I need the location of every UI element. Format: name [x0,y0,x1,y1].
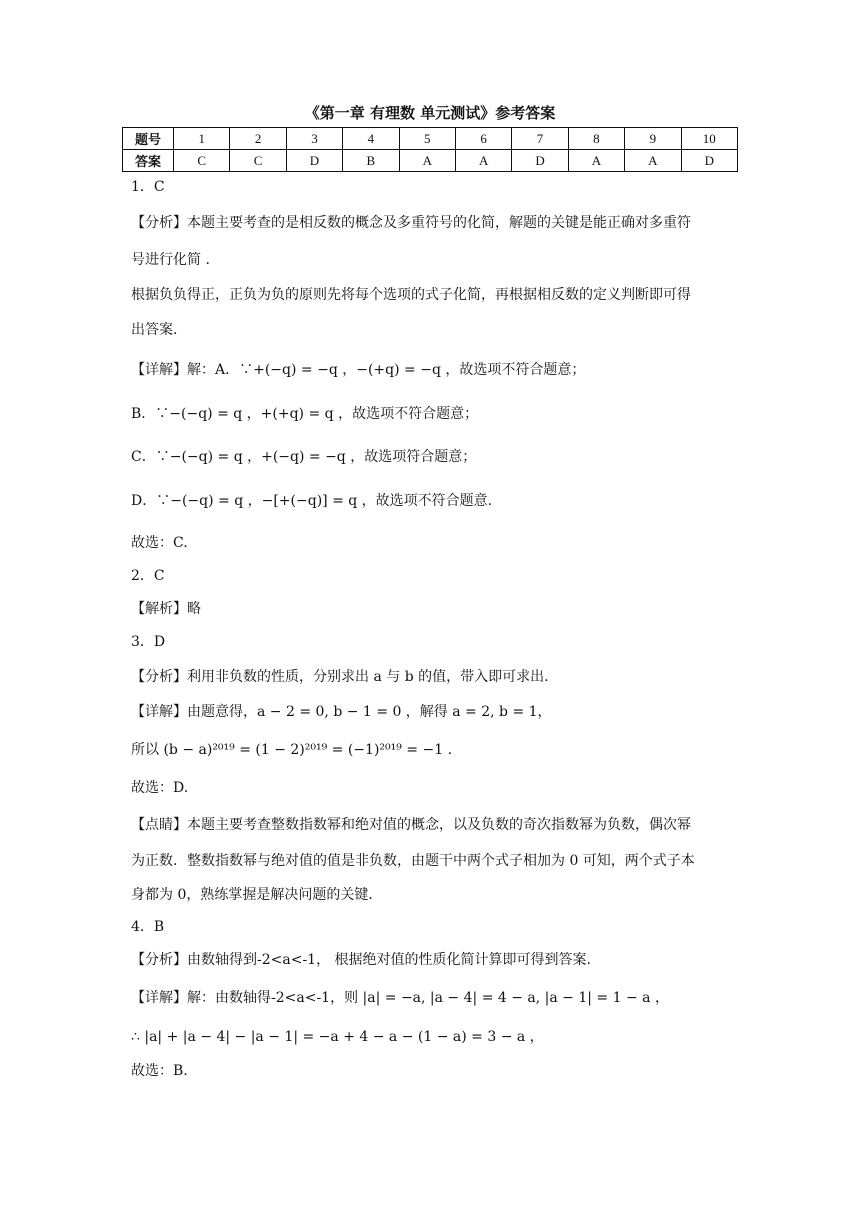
table-cell: A [399,150,455,172]
analysis-text: 出答案. [131,322,178,338]
table-cell: D [681,150,737,172]
page-title: 《第一章 有理数 单元测试》参考答案 [304,104,556,122]
comment-text: 【点睛】本题主要考查整数指数幂和绝对值的概念，以及负数的奇次指数幂为负数，偶次幂 [131,817,691,833]
table-cell: D [512,150,568,172]
analysis-text: 号进行化简 . [131,252,210,268]
table-cell: 6 [455,128,511,150]
solution-text: B．∵−(−q) = q ，+(+q) = q ，故选项不符合题意； [131,406,479,422]
comment-text: 为正数．整数指数幂与绝对值的值是非负数，由题干中两个式子相加为 0 可知，两个式子本 [131,853,695,869]
table-cell: A [455,150,511,172]
choice-text: 故选：B. [131,1063,188,1079]
solution-text: ∴ |a| + |a − 4| − |a − 1| = −a + 4 − a − (1 − a) = 3 − a ， [131,1029,544,1045]
table-cell: 1 [174,128,230,150]
answer-1-heading: 1．C [131,179,165,195]
table-header-answer: 答案 [123,150,174,172]
choice-text: 故选：D. [131,780,189,796]
table-cell: 7 [512,128,568,150]
table-cell: B [343,150,399,172]
analysis-text: 【分析】利用非负数的性质，分别求出 a 与 b 的值，带入即可求出. [131,669,549,685]
table-cell: 5 [399,128,455,150]
table-cell: C [230,150,286,172]
answer-2-heading: 2．C [131,568,165,584]
solution-text: C．∵−(−q) = q ，+(−q) = −q ，故选项符合题意； [131,449,477,465]
table-cell: A [568,150,624,172]
table-cell: 4 [343,128,399,150]
analysis-text: 【分析】由数轴得到-2<a<-1， 根据绝对值的性质化简计算即可得到答案. [131,952,591,968]
table-cell: 9 [625,128,681,150]
solution-text: 【详解】解：A．∵+(−q) = −q ，−(+q) = −q ，故选项不符合题意； [131,362,586,378]
answer-4-heading: 4．B [131,919,165,935]
answer-3-heading: 3．D [131,634,166,650]
solution-text: 【详解】解：由数轴得-2<a<-1，则 |a| = −a, |a − 4| = 4 − a, |a − 1| = 1 − a ， [131,990,669,1006]
comment-text: 身都为 0，熟练掌握是解决问题的关键. [131,887,373,903]
solution-text: 【详解】由题意得，a − 2 = 0, b − 1 = 0 ，解得 a = 2, b = 1， [131,704,552,720]
analysis-text: 根据负负得正，正负为负的原则先将每个选项的式子化简，再根据相反数的定义判断即可得 [131,287,691,303]
analysis-text: 【分析】本题主要考查的是相反数的概念及多重符号的化简，解题的关键是能正确对多重符 [131,215,691,231]
table-cell: 8 [568,128,624,150]
table-header-number: 题号 [123,128,174,150]
analysis-text: 【解析】略 [131,601,201,617]
solution-text: 所以 (b − a)²⁰¹⁹ = (1 − 2)²⁰¹⁹ = (−1)²⁰¹⁹ = −1 . [131,742,453,758]
table-cell: C [174,150,230,172]
table-cell: 10 [681,128,737,150]
table-cell: 2 [230,128,286,150]
table-cell: A [625,150,681,172]
answer-table [122,127,738,172]
table-cell: 3 [286,128,342,150]
choice-text: 故选：C. [131,535,188,551]
table-cell: D [286,150,342,172]
solution-text: D．∵−(−q) = q ，−[+(−q)] = q ，故选项不符合题意. [131,493,493,509]
table-row-numbers [123,128,738,150]
table-row-answers [123,150,738,172]
